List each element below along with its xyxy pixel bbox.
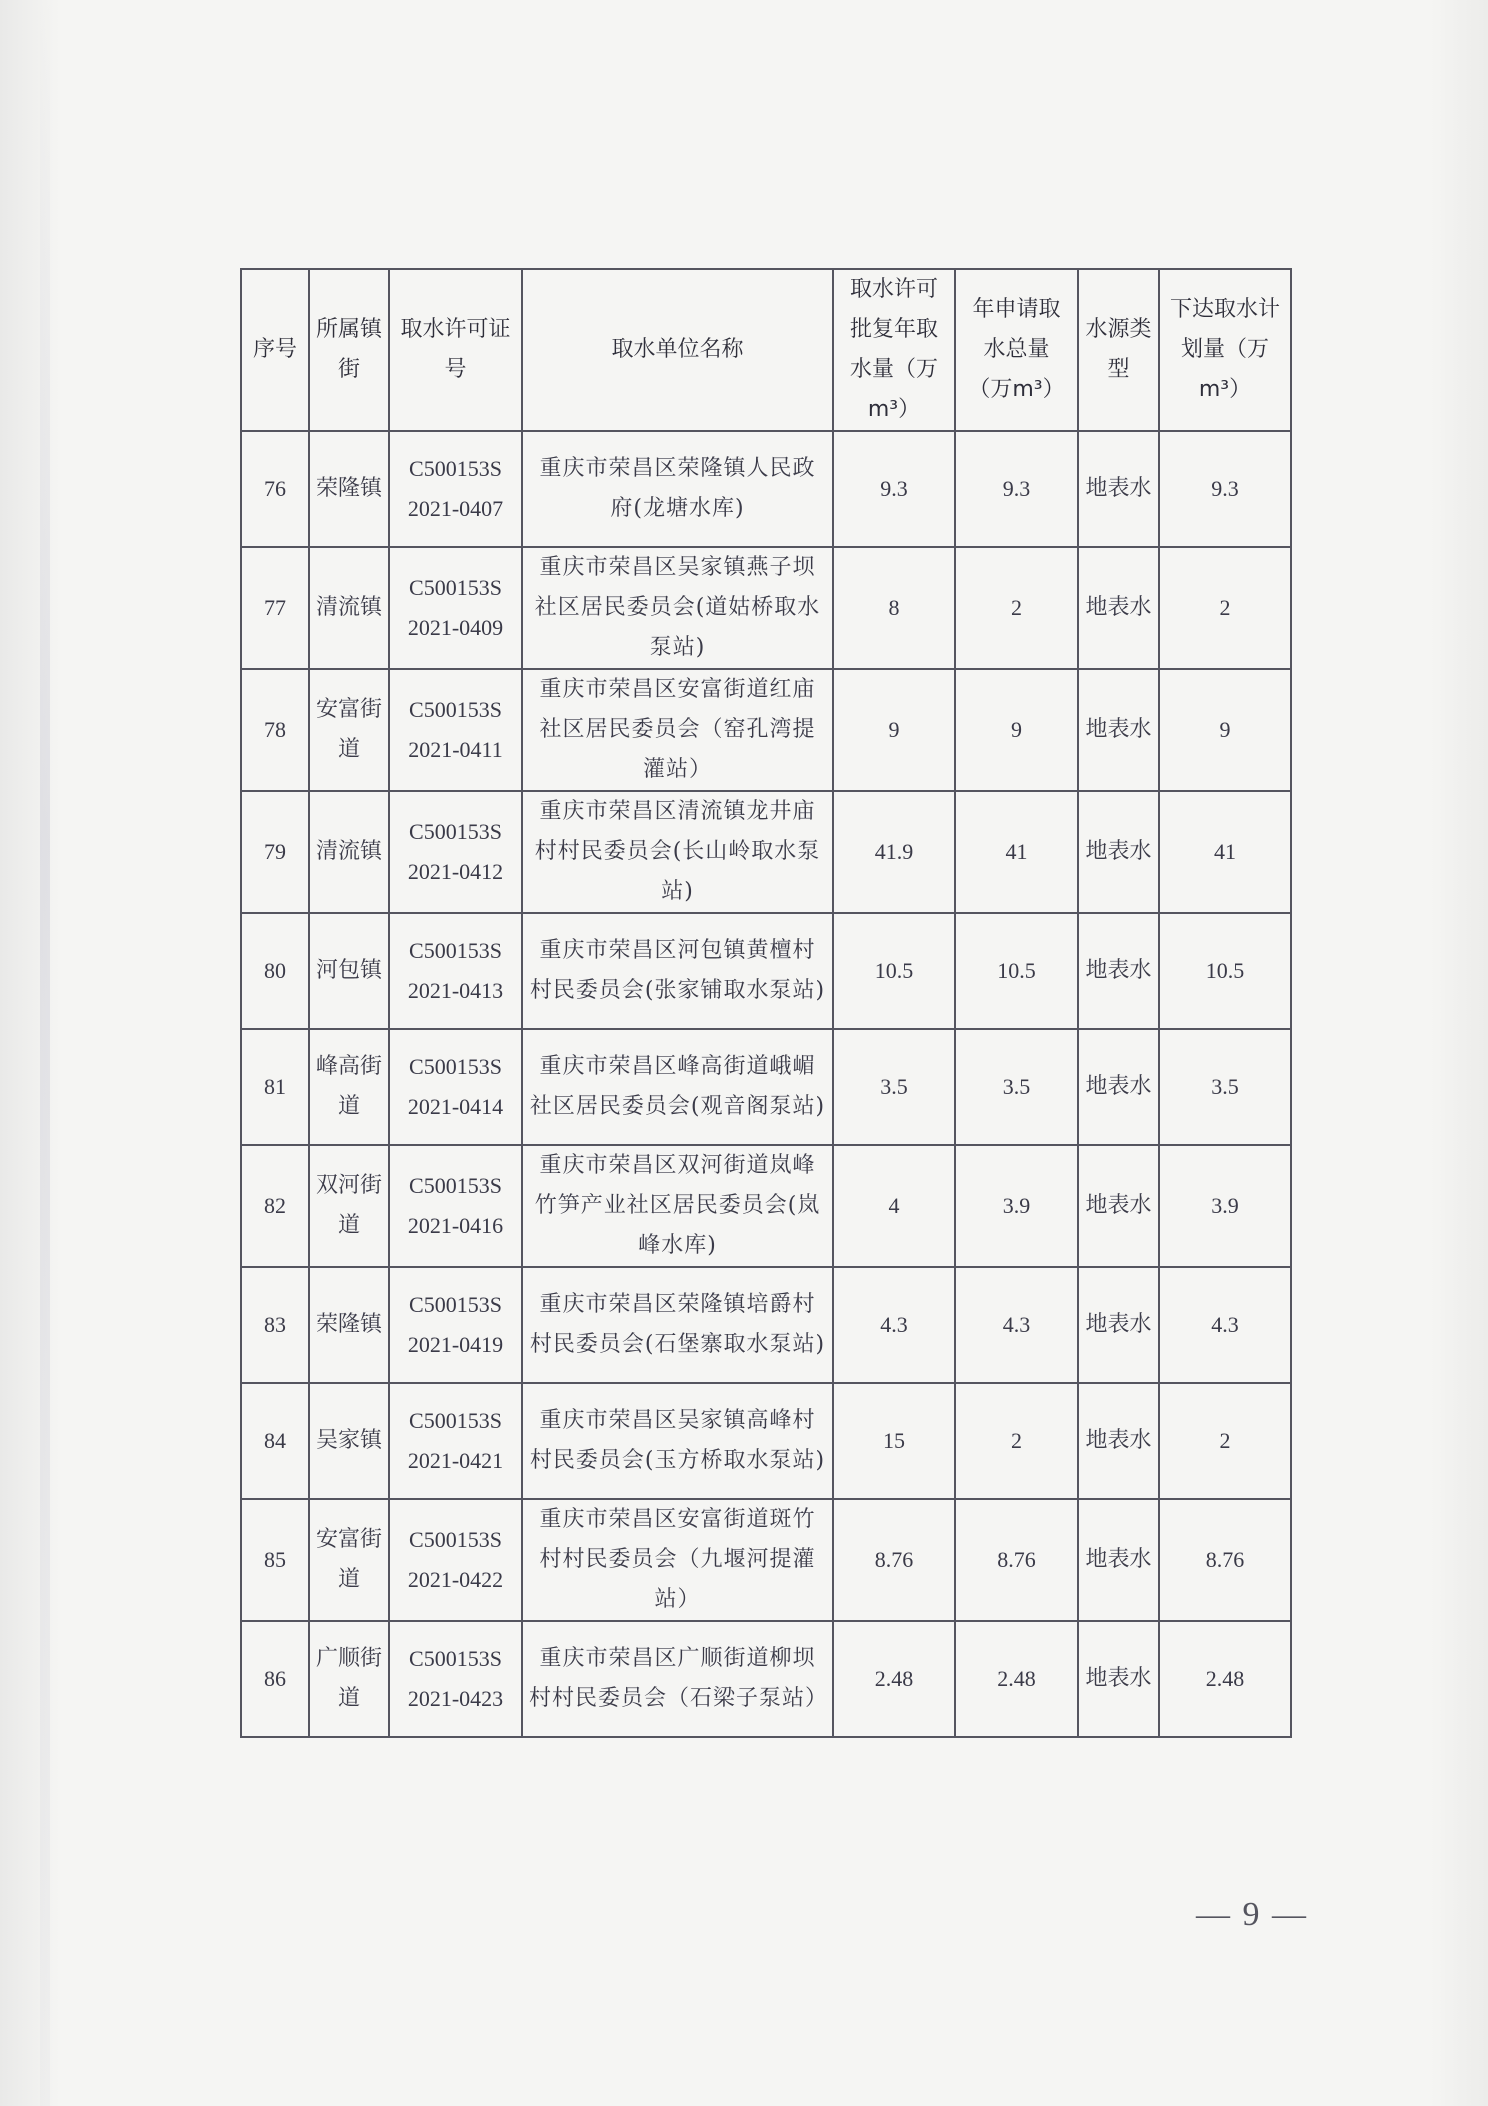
cell-unit: 重庆市荣昌区广顺街道柳坝村村民委员会（石梁子泵站） bbox=[522, 1621, 833, 1737]
cell-permit: C500153S 2021-0413 bbox=[389, 913, 522, 1029]
cell-applied: 41 bbox=[955, 791, 1078, 913]
cell-permit: C500153S 2021-0423 bbox=[389, 1621, 522, 1737]
cell-permit: C500153S 2021-0419 bbox=[389, 1267, 522, 1383]
cell-permit: C500153S 2021-0411 bbox=[389, 669, 522, 791]
cell-town: 安富街道 bbox=[309, 669, 389, 791]
cell-permit: C500153S 2021-0412 bbox=[389, 791, 522, 913]
cell-approved: 8 bbox=[833, 547, 955, 669]
cell-source: 地表水 bbox=[1078, 1383, 1159, 1499]
cell-plan: 4.3 bbox=[1159, 1267, 1291, 1383]
cell-no: 77 bbox=[241, 547, 309, 669]
cell-approved: 3.5 bbox=[833, 1029, 955, 1145]
cell-permit: C500153S 2021-0414 bbox=[389, 1029, 522, 1145]
cell-plan: 41 bbox=[1159, 791, 1291, 913]
cell-approved: 4.3 bbox=[833, 1267, 955, 1383]
cell-unit: 重庆市荣昌区安富街道斑竹村村民委员会（九堰河提灌站） bbox=[522, 1499, 833, 1621]
cell-source: 地表水 bbox=[1078, 547, 1159, 669]
cell-town: 吴家镇 bbox=[309, 1383, 389, 1499]
cell-applied: 3.5 bbox=[955, 1029, 1078, 1145]
cell-plan: 10.5 bbox=[1159, 913, 1291, 1029]
cell-applied: 9 bbox=[955, 669, 1078, 791]
cell-plan: 2 bbox=[1159, 1383, 1291, 1499]
cell-applied: 2 bbox=[955, 547, 1078, 669]
cell-unit: 重庆市荣昌区清流镇龙井庙村村民委员会(长山岭取水泵站) bbox=[522, 791, 833, 913]
cell-permit: C500153S 2021-0421 bbox=[389, 1383, 522, 1499]
cell-approved: 41.9 bbox=[833, 791, 955, 913]
cell-town: 广顺街道 bbox=[309, 1621, 389, 1737]
page-number: — 9 — bbox=[1196, 1896, 1308, 1933]
table-row bbox=[241, 1383, 1291, 1499]
header-cell-plan: 下达取水计划量（万m³） bbox=[1159, 269, 1291, 431]
header-cell-unit: 取水单位名称 bbox=[522, 269, 833, 431]
table-row bbox=[241, 913, 1291, 1029]
cell-town: 清流镇 bbox=[309, 547, 389, 669]
cell-approved: 2.48 bbox=[833, 1621, 955, 1737]
table-row bbox=[241, 1145, 1291, 1267]
cell-source: 地表水 bbox=[1078, 913, 1159, 1029]
cell-town: 荣隆镇 bbox=[309, 1267, 389, 1383]
cell-no: 81 bbox=[241, 1029, 309, 1145]
cell-applied: 2 bbox=[955, 1383, 1078, 1499]
cell-no: 86 bbox=[241, 1621, 309, 1737]
cell-plan: 2.48 bbox=[1159, 1621, 1291, 1737]
cell-source: 地表水 bbox=[1078, 669, 1159, 791]
cell-source: 地表水 bbox=[1078, 1029, 1159, 1145]
header-cell-source: 水源类型 bbox=[1078, 269, 1159, 431]
header-cell-approved: 取水许可批复年取水量（万m³） bbox=[833, 269, 955, 431]
cell-approved: 8.76 bbox=[833, 1499, 955, 1621]
table-row bbox=[241, 547, 1291, 669]
table-row bbox=[241, 791, 1291, 913]
header-cell-applied: 年申请取水总量（万m³） bbox=[955, 269, 1078, 431]
cell-no: 76 bbox=[241, 431, 309, 547]
header-cell-no: 序号 bbox=[241, 269, 309, 431]
cell-plan: 8.76 bbox=[1159, 1499, 1291, 1621]
cell-no: 78 bbox=[241, 669, 309, 791]
table-row bbox=[241, 1499, 1291, 1621]
cell-approved: 4 bbox=[833, 1145, 955, 1267]
header-cell-permit: 取水许可证号 bbox=[389, 269, 522, 431]
cell-source: 地表水 bbox=[1078, 1145, 1159, 1267]
cell-source: 地表水 bbox=[1078, 431, 1159, 547]
cell-unit: 重庆市荣昌区荣隆镇培爵村村民委员会(石堡寨取水泵站) bbox=[522, 1267, 833, 1383]
cell-no: 79 bbox=[241, 791, 309, 913]
cell-applied: 2.48 bbox=[955, 1621, 1078, 1737]
cell-applied: 10.5 bbox=[955, 913, 1078, 1029]
cell-permit: C500153S 2021-0409 bbox=[389, 547, 522, 669]
cell-unit: 重庆市荣昌区峰高街道峨嵋社区居民委员会(观音阁泵站) bbox=[522, 1029, 833, 1145]
cell-no: 84 bbox=[241, 1383, 309, 1499]
cell-plan: 2 bbox=[1159, 547, 1291, 669]
cell-no: 83 bbox=[241, 1267, 309, 1383]
cell-permit: C500153S 2021-0416 bbox=[389, 1145, 522, 1267]
cell-plan: 3.9 bbox=[1159, 1145, 1291, 1267]
water-permit-table bbox=[240, 268, 1292, 1738]
cell-permit: C500153S 2021-0407 bbox=[389, 431, 522, 547]
cell-unit: 重庆市荣昌区荣隆镇人民政府(龙塘水库) bbox=[522, 431, 833, 547]
cell-approved: 10.5 bbox=[833, 913, 955, 1029]
table-header-row bbox=[241, 269, 1291, 431]
table-row bbox=[241, 1029, 1291, 1145]
cell-town: 河包镇 bbox=[309, 913, 389, 1029]
cell-plan: 3.5 bbox=[1159, 1029, 1291, 1145]
cell-plan: 9 bbox=[1159, 669, 1291, 791]
cell-unit: 重庆市荣昌区安富街道红庙社区居民委员会（窑孔湾提灌站） bbox=[522, 669, 833, 791]
cell-source: 地表水 bbox=[1078, 1267, 1159, 1383]
cell-town: 双河街道 bbox=[309, 1145, 389, 1267]
cell-no: 85 bbox=[241, 1499, 309, 1621]
scan-edge-shadow bbox=[40, 0, 50, 2106]
cell-approved: 9.3 bbox=[833, 431, 955, 547]
cell-applied: 4.3 bbox=[955, 1267, 1078, 1383]
table-row bbox=[241, 431, 1291, 547]
cell-town: 清流镇 bbox=[309, 791, 389, 913]
cell-unit: 重庆市荣昌区河包镇黄檀村村民委员会(张家铺取水泵站) bbox=[522, 913, 833, 1029]
cell-source: 地表水 bbox=[1078, 791, 1159, 913]
cell-unit: 重庆市荣昌区吴家镇高峰村村民委员会(玉方桥取水泵站) bbox=[522, 1383, 833, 1499]
cell-permit: C500153S 2021-0422 bbox=[389, 1499, 522, 1621]
cell-approved: 15 bbox=[833, 1383, 955, 1499]
cell-applied: 8.76 bbox=[955, 1499, 1078, 1621]
cell-unit: 重庆市荣昌区吴家镇燕子坝社区居民委员会(道姑桥取水泵站) bbox=[522, 547, 833, 669]
cell-source: 地表水 bbox=[1078, 1621, 1159, 1737]
table-row bbox=[241, 1267, 1291, 1383]
cell-unit: 重庆市荣昌区双河街道岚峰竹笋产业社区居民委员会(岚峰水库) bbox=[522, 1145, 833, 1267]
cell-applied: 3.9 bbox=[955, 1145, 1078, 1267]
cell-town: 峰高街道 bbox=[309, 1029, 389, 1145]
header-cell-town: 所属镇街 bbox=[309, 269, 389, 431]
cell-source: 地表水 bbox=[1078, 1499, 1159, 1621]
table-row bbox=[241, 1621, 1291, 1737]
table-row bbox=[241, 669, 1291, 791]
cell-no: 80 bbox=[241, 913, 309, 1029]
cell-applied: 9.3 bbox=[955, 431, 1078, 547]
cell-approved: 9 bbox=[833, 669, 955, 791]
cell-plan: 9.3 bbox=[1159, 431, 1291, 547]
cell-no: 82 bbox=[241, 1145, 309, 1267]
cell-town: 安富街道 bbox=[309, 1499, 389, 1621]
cell-town: 荣隆镇 bbox=[309, 431, 389, 547]
